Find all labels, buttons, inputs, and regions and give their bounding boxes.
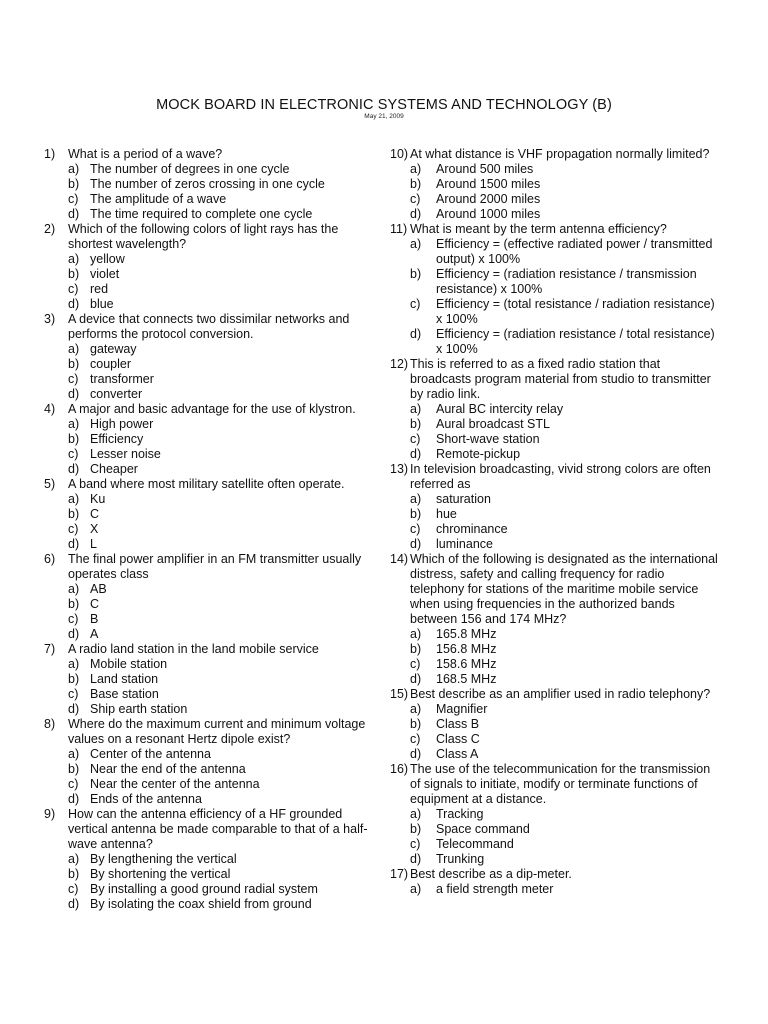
option-letter: a)	[68, 852, 80, 866]
answer-option	[390, 822, 720, 837]
option-letter: d)	[68, 537, 80, 551]
answer-option	[44, 882, 380, 897]
option-letter: a)	[410, 702, 422, 716]
option-letter: a)	[68, 747, 80, 761]
option-letter: b)	[410, 717, 422, 731]
answer-option	[390, 537, 720, 552]
answer-option	[44, 747, 380, 762]
option-text: Efficiency = (total resistance / radiation resistance) x 100%	[436, 297, 715, 326]
answer-option	[44, 297, 380, 312]
question-text: In television broadcasting, vivid strong colors are often referred as	[410, 462, 711, 491]
option-text: By installing a good ground radial system	[90, 882, 318, 896]
option-letter: c)	[68, 687, 79, 701]
question-number: 4)	[44, 402, 56, 416]
answer-option	[390, 417, 720, 432]
answer-option	[44, 492, 380, 507]
option-letter: a)	[410, 162, 422, 176]
question-number: 6)	[44, 552, 56, 566]
answer-option	[390, 192, 720, 207]
option-text: Telecommand	[436, 837, 514, 851]
answer-option	[390, 327, 720, 357]
question-item	[390, 687, 720, 702]
answer-option	[390, 732, 720, 747]
answer-option	[44, 702, 380, 717]
answer-option	[44, 597, 380, 612]
option-text: 158.6 MHz	[436, 657, 497, 671]
answer-option	[44, 162, 380, 177]
option-text: violet	[90, 267, 120, 281]
option-text: Land station	[90, 672, 159, 686]
option-letter: a)	[68, 582, 80, 596]
answer-option	[390, 702, 720, 717]
option-letter: a)	[410, 807, 422, 821]
option-letter: b)	[410, 642, 422, 656]
answer-option	[44, 792, 380, 807]
answer-option	[44, 897, 380, 912]
left-column	[44, 147, 380, 912]
question-text: What is a period of a wave?	[68, 147, 223, 161]
answer-option	[44, 687, 380, 702]
option-letter: d)	[410, 672, 422, 686]
option-text: gateway	[90, 342, 137, 356]
question-item	[44, 807, 380, 852]
option-letter: a)	[68, 252, 80, 266]
answer-option	[44, 507, 380, 522]
option-letter: b)	[410, 822, 422, 836]
question-item	[44, 222, 380, 252]
option-letter: d)	[410, 537, 422, 551]
option-text: Magnifier	[436, 702, 488, 716]
question-item	[44, 552, 380, 582]
option-letter: d)	[410, 747, 422, 761]
option-text: The number of degrees in one cycle	[90, 162, 290, 176]
answer-option	[390, 837, 720, 852]
option-text: Trunking	[436, 852, 485, 866]
question-item	[44, 147, 380, 162]
option-letter: c)	[410, 522, 421, 536]
answer-option	[390, 807, 720, 822]
answer-option	[44, 762, 380, 777]
option-text: The amplitude of a wave	[90, 192, 227, 206]
option-letter: d)	[68, 297, 80, 311]
option-letter: d)	[68, 387, 80, 401]
question-number: 10)	[390, 147, 409, 161]
option-letter: d)	[68, 792, 80, 806]
option-text: chrominance	[436, 522, 508, 536]
option-text: yellow	[90, 252, 125, 266]
answer-option	[44, 387, 380, 402]
option-text: Efficiency = (radiation resistance / total resistance) x 100%	[436, 327, 715, 356]
option-letter: a)	[68, 417, 80, 431]
question-number: 12)	[390, 357, 409, 371]
answer-option	[390, 237, 720, 267]
question-text: How can the antenna efficiency of a HF grounded vertical antenna be made comparable to that of a half-wave antenna?	[68, 807, 368, 851]
answer-option	[390, 627, 720, 642]
option-letter: a)	[68, 657, 80, 671]
question-number: 5)	[44, 477, 56, 491]
option-letter: c)	[410, 837, 421, 851]
option-text: High power	[90, 417, 154, 431]
option-text: Efficiency = (effective radiated power / transmitted output) x 100%	[436, 237, 713, 266]
question-item	[390, 357, 720, 402]
answer-option	[44, 657, 380, 672]
option-text: Near the center of the antenna	[90, 777, 260, 791]
option-text: The time required to complete one cycle	[90, 207, 313, 221]
option-letter: d)	[68, 462, 80, 476]
option-letter: c)	[68, 612, 79, 626]
question-item	[390, 552, 720, 627]
answer-option	[44, 432, 380, 447]
question-number: 17)	[390, 867, 409, 881]
option-letter: c)	[410, 432, 421, 446]
question-text: Best describe as a dip-meter.	[410, 867, 572, 881]
option-letter: b)	[68, 267, 80, 281]
question-number: 1)	[44, 147, 56, 161]
option-letter: c)	[68, 777, 79, 791]
option-text: Short-wave station	[436, 432, 540, 446]
option-letter: a)	[68, 492, 80, 506]
option-text: converter	[90, 387, 143, 401]
question-number: 9)	[44, 807, 56, 821]
option-letter: c)	[68, 882, 79, 896]
question-text: What is meant by the term antenna efficiency?	[410, 222, 667, 236]
answer-option	[44, 537, 380, 552]
option-text: Ends of the antenna	[90, 792, 202, 806]
option-text: Class C	[436, 732, 480, 746]
question-number: 15)	[390, 687, 409, 701]
answer-option	[44, 207, 380, 222]
option-text: C	[90, 507, 100, 521]
question-text: The use of the telecommunication for the transmission of signals to initiate, modify or terminate functions of equipment at a distance.	[410, 762, 711, 806]
option-text: A	[90, 627, 99, 641]
answer-option	[44, 672, 380, 687]
answer-option	[44, 462, 380, 477]
option-text: Remote-pickup	[436, 447, 521, 461]
option-text: Ku	[90, 492, 106, 506]
answer-option	[390, 432, 720, 447]
answer-option	[44, 852, 380, 867]
option-text: Near the end of the antenna	[90, 762, 246, 776]
option-letter: d)	[68, 627, 80, 641]
option-text: Aural broadcast STL	[436, 417, 550, 431]
option-text: Tracking	[436, 807, 484, 821]
option-text: Around 1500 miles	[436, 177, 541, 191]
option-letter: b)	[68, 672, 80, 686]
answer-option	[44, 267, 380, 282]
option-letter: d)	[410, 207, 422, 221]
question-item	[44, 642, 380, 657]
option-text: blue	[90, 297, 114, 311]
question-item	[390, 147, 720, 162]
answer-option	[390, 492, 720, 507]
answer-option	[390, 642, 720, 657]
question-text: At what distance is VHF propagation normally limited?	[410, 147, 710, 161]
option-text: L	[90, 537, 97, 551]
option-letter: a)	[410, 882, 422, 896]
answer-option	[390, 672, 720, 687]
answer-option	[44, 282, 380, 297]
answer-option	[390, 267, 720, 297]
option-text: X	[90, 522, 99, 536]
answer-option	[390, 402, 720, 417]
option-text: Aural BC intercity relay	[436, 402, 564, 416]
option-text: C	[90, 597, 100, 611]
right-column	[390, 147, 720, 897]
answer-option	[390, 507, 720, 522]
option-letter: a)	[410, 402, 422, 416]
option-text: Ship earth station	[90, 702, 188, 716]
option-text: Cheaper	[90, 462, 138, 476]
answer-option	[44, 372, 380, 387]
answer-option	[390, 747, 720, 762]
answer-option	[390, 882, 720, 897]
option-letter: c)	[410, 732, 421, 746]
option-letter: b)	[68, 432, 80, 446]
answer-option	[44, 522, 380, 537]
option-text: Mobile station	[90, 657, 168, 671]
option-letter: d)	[410, 447, 422, 461]
option-text: coupler	[90, 357, 131, 371]
option-letter: b)	[410, 417, 422, 431]
question-item	[390, 222, 720, 237]
question-number: 11)	[390, 222, 408, 236]
answer-option	[390, 162, 720, 177]
option-letter: b)	[410, 177, 422, 191]
exam-date: May 21, 2009	[364, 113, 404, 120]
option-text: The number of zeros crossing in one cycle	[90, 177, 325, 191]
answer-option	[44, 867, 380, 882]
option-text: AB	[90, 582, 107, 596]
answer-option	[390, 207, 720, 222]
option-text: By lengthening the vertical	[90, 852, 237, 866]
question-text: Best describe as an amplifier used in radio telephony?	[410, 687, 711, 701]
option-text: saturation	[436, 492, 491, 506]
option-letter: c)	[68, 447, 79, 461]
question-item	[44, 477, 380, 492]
option-text: 156.8 MHz	[436, 642, 497, 656]
answer-option	[44, 177, 380, 192]
option-letter: d)	[410, 327, 422, 341]
page-title: MOCK BOARD IN ELECTRONIC SYSTEMS AND TECHNOLOGY (B)	[156, 97, 612, 113]
question-number: 3)	[44, 312, 56, 326]
answer-option	[44, 627, 380, 642]
answer-option	[44, 342, 380, 357]
option-text: By isolating the coax shield from ground	[90, 897, 312, 911]
option-letter: c)	[410, 192, 421, 206]
answer-option	[44, 357, 380, 372]
answer-option	[44, 582, 380, 597]
question-number: 14)	[390, 552, 409, 566]
option-letter: c)	[68, 192, 79, 206]
option-letter: b)	[68, 762, 80, 776]
option-letter: b)	[68, 507, 80, 521]
question-number: 8)	[44, 717, 56, 731]
option-text: Lesser noise	[90, 447, 161, 461]
question-text: This is referred to as a fixed radio station that broadcasts program material from studio to transmitter by radio link.	[410, 357, 711, 401]
question-number: 2)	[44, 222, 56, 236]
option-letter: a)	[410, 627, 422, 641]
question-text: A major and basic advantage for the use of klystron.	[68, 402, 356, 416]
question-text: Which of the following is designated as the international distress, safety and calling frequency for radio telephony for stations of the maritime mobile service when using frequencies in the authorized bands between 156 and 174 MHz?	[410, 552, 718, 626]
option-text: luminance	[436, 537, 493, 551]
question-number: 16)	[390, 762, 409, 776]
option-letter: a)	[68, 162, 80, 176]
option-text: 165.8 MHz	[436, 627, 497, 641]
question-item	[44, 717, 380, 747]
option-letter: b)	[68, 867, 80, 881]
option-letter: b)	[68, 357, 80, 371]
question-item	[390, 762, 720, 807]
option-letter: a)	[410, 492, 422, 506]
option-letter: a)	[68, 342, 80, 356]
option-text: Efficiency = (radiation resistance / transmission resistance) x 100%	[436, 267, 697, 296]
option-letter: c)	[68, 282, 79, 296]
question-text: A device that connects two dissimilar networks and performs the protocol conversion.	[68, 312, 350, 341]
option-letter: d)	[410, 852, 422, 866]
question-text: A band where most military satellite often operate.	[68, 477, 345, 491]
question-text: The final power amplifier in an FM transmitter usually operates class	[68, 552, 362, 581]
answer-option	[390, 717, 720, 732]
option-letter: c)	[68, 372, 79, 386]
option-text: By shortening the vertical	[90, 867, 231, 881]
option-text: Base station	[90, 687, 159, 701]
answer-option	[44, 192, 380, 207]
answer-option	[44, 252, 380, 267]
option-text: Around 2000 miles	[436, 192, 541, 206]
option-letter: c)	[68, 522, 79, 536]
answer-option	[390, 522, 720, 537]
answer-option	[44, 417, 380, 432]
option-text: a field strength meter	[436, 882, 554, 896]
question-text: A radio land station in the land mobile service	[68, 642, 319, 656]
option-text: Around 1000 miles	[436, 207, 541, 221]
question-text: Where do the maximum current and minimum voltage values on a resonant Hertz dipole exist?	[68, 717, 366, 746]
option-text: Class A	[436, 747, 479, 761]
option-letter: d)	[68, 897, 80, 911]
option-letter: d)	[68, 207, 80, 221]
answer-option	[390, 657, 720, 672]
option-letter: b)	[68, 177, 80, 191]
question-item	[44, 312, 380, 342]
option-text: Center of the antenna	[90, 747, 211, 761]
answer-option	[44, 612, 380, 627]
option-letter: b)	[410, 267, 422, 281]
question-item	[390, 462, 720, 492]
option-letter: b)	[68, 597, 80, 611]
answer-option	[44, 777, 380, 792]
option-text: Space command	[436, 822, 530, 836]
option-text: Class B	[436, 717, 480, 731]
question-number: 7)	[44, 642, 56, 656]
answer-option	[390, 177, 720, 192]
option-text: transformer	[90, 372, 154, 386]
option-letter: c)	[410, 297, 421, 311]
question-number: 13)	[390, 462, 409, 476]
option-text: red	[90, 282, 109, 296]
question-item	[44, 402, 380, 417]
option-text: hue	[436, 507, 457, 521]
answer-option	[44, 447, 380, 462]
answer-option	[390, 447, 720, 462]
option-letter: c)	[410, 657, 421, 671]
answer-option	[390, 297, 720, 327]
option-text: 168.5 MHz	[436, 672, 497, 686]
answer-option	[390, 852, 720, 867]
option-letter: b)	[410, 507, 422, 521]
option-letter: d)	[68, 702, 80, 716]
option-text: Efficiency	[90, 432, 144, 446]
option-text: Around 500 miles	[436, 162, 534, 176]
question-text: Which of the following colors of light rays has the shortest wavelength?	[68, 222, 339, 251]
option-letter: a)	[410, 237, 422, 251]
question-item	[390, 867, 720, 882]
option-text: B	[90, 612, 99, 626]
